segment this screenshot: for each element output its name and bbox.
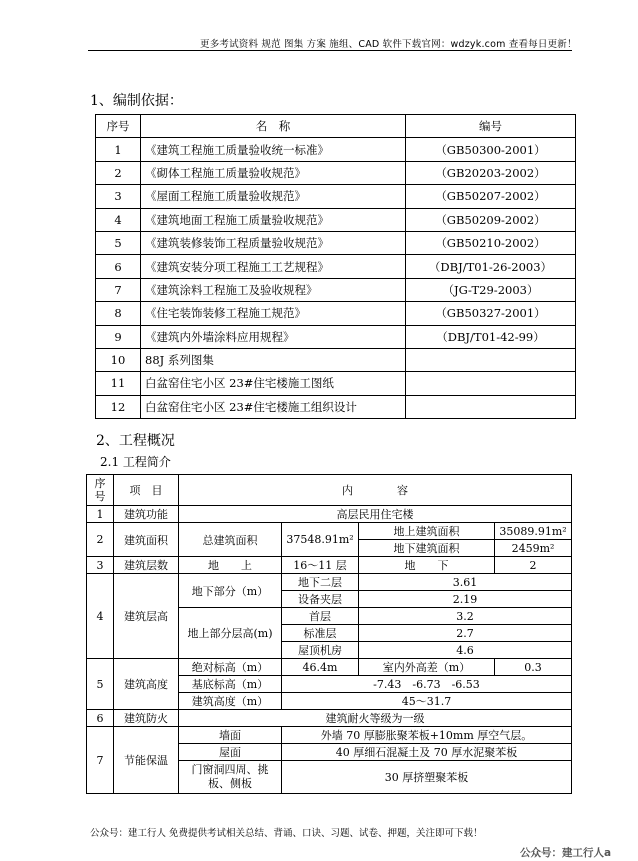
row-no: 5 — [96, 231, 141, 254]
cell-value: 30 厚挤塑聚苯板 — [282, 761, 572, 794]
row-name: 《屋面工程施工质量验收规范》 — [141, 185, 406, 208]
cell-label: 标准层 — [282, 625, 359, 642]
cell-label: 基底标高（m） — [179, 676, 282, 693]
cell-value: 2.7 — [359, 625, 572, 642]
cell-value: 46.4m — [282, 659, 359, 676]
cell-value: 0.3 — [495, 659, 572, 676]
cell-label: 建筑高度（m） — [179, 693, 282, 710]
row-no: 3 — [87, 557, 114, 574]
row-code: （DBJ/T01-42-99） — [406, 325, 576, 348]
row-no: 1 — [87, 506, 114, 523]
table-row — [87, 659, 572, 676]
row-name: 《建筑涂料工程施工及验收规程》 — [141, 278, 406, 301]
cell-label: 地下建筑面积 — [359, 540, 495, 557]
table-row — [96, 278, 576, 301]
row-name: 《建筑地面工程施工质量验收规范》 — [141, 208, 406, 231]
row-item: 建筑高度 — [114, 659, 179, 710]
col-header: 序号 — [87, 475, 114, 506]
cell-value: 35089.91m² — [495, 523, 572, 540]
row-code: （GB50327-2001） — [406, 302, 576, 325]
row-item: 建筑防火 — [114, 710, 179, 727]
cell-value: 16～11 层 — [282, 557, 359, 574]
row-no: 4 — [87, 574, 114, 659]
row-content: 建筑耐火等级为一级 — [179, 710, 572, 727]
cell-label: 地 下 — [359, 557, 495, 574]
header-divider — [88, 50, 572, 51]
cell-label: 设备夹层 — [282, 591, 359, 608]
col-header: 编号 — [406, 115, 576, 138]
row-no: 12 — [96, 395, 141, 418]
table-row — [96, 161, 576, 184]
col-header: 内 容 — [179, 475, 572, 506]
cell-label: 屋面 — [179, 744, 282, 761]
table-header-row — [87, 475, 572, 506]
row-name: 白盆窑住宅小区 23#住宅楼施工图纸 — [141, 372, 406, 395]
table-row — [96, 231, 576, 254]
row-no: 6 — [96, 255, 141, 278]
cell-label: 地下二层 — [282, 574, 359, 591]
row-name: 88J 系列图集 — [141, 348, 406, 371]
table-row — [96, 302, 576, 325]
cell-label: 地上建筑面积 — [359, 523, 495, 540]
row-code: （GB50210-2002） — [406, 231, 576, 254]
row-code: （DBJ/T01-26-2003） — [406, 255, 576, 278]
cell-value: 37548.91m² — [282, 523, 359, 557]
table-row — [87, 574, 572, 591]
row-no: 6 — [87, 710, 114, 727]
cell-value: 3.61 — [359, 574, 572, 591]
table-header-row — [96, 115, 576, 138]
cell-label: 门窗洞四周、挑板、侧板 — [179, 761, 282, 794]
row-no: 10 — [96, 348, 141, 371]
row-code: （GB50300-2001） — [406, 138, 576, 161]
cell-value: 2 — [495, 557, 572, 574]
cell-label: 首层 — [282, 608, 359, 625]
table-row — [87, 710, 572, 727]
row-no: 7 — [96, 278, 141, 301]
table-row — [87, 506, 572, 523]
cell-label: 地下部分（m） — [179, 574, 282, 608]
table-row — [96, 255, 576, 278]
row-content: 高层民用住宅楼 — [179, 506, 572, 523]
footer-note: 公众号：建工行人 免费提供考试相关总结、背诵、口诀、习题、试卷、押题，关注即可下载！ — [90, 828, 483, 839]
cell-label: 绝对标高（m） — [179, 659, 282, 676]
row-no: 9 — [96, 325, 141, 348]
cell-label: 墙面 — [179, 727, 282, 744]
row-item: 建筑层数 — [114, 557, 179, 574]
col-header: 项 目 — [114, 475, 179, 506]
row-code — [406, 348, 576, 371]
row-code: （JG-T29-2003） — [406, 278, 576, 301]
row-no: 1 — [96, 138, 141, 161]
cell-value: 45～31.7 — [282, 693, 572, 710]
row-no: 4 — [96, 208, 141, 231]
cell-label: 屋顶机房 — [282, 642, 359, 659]
row-code: （GB50209-2002） — [406, 208, 576, 231]
row-name: 《建筑装修装饰工程质量验收规范》 — [141, 231, 406, 254]
reference-table — [95, 114, 576, 419]
row-name: 《建筑内外墙涂料应用规程》 — [141, 325, 406, 348]
row-no: 8 — [96, 302, 141, 325]
row-name: 《砌体工程施工质量验收规范》 — [141, 161, 406, 184]
cell-value: 3.2 — [359, 608, 572, 625]
cell-value: 2.19 — [359, 591, 572, 608]
row-name: 《建筑工程施工质量验收统一标准》 — [141, 138, 406, 161]
row-code: （GB50207-2002） — [406, 185, 576, 208]
watermark: 公众号：建工行人a — [520, 847, 612, 859]
cell-value: 4.6 — [359, 642, 572, 659]
row-item: 建筑层高 — [114, 574, 179, 659]
table-row — [87, 727, 572, 744]
row-item: 建筑功能 — [114, 506, 179, 523]
row-code — [406, 395, 576, 418]
table-row — [87, 523, 572, 540]
table-row — [96, 395, 576, 418]
row-code — [406, 372, 576, 395]
row-no: 5 — [87, 659, 114, 710]
col-header: 名 称 — [141, 115, 406, 138]
cell-label: 地 上 — [179, 557, 282, 574]
table-row — [87, 557, 572, 574]
row-no: 2 — [87, 523, 114, 557]
row-no: 11 — [96, 372, 141, 395]
cell-value: 2459m² — [495, 540, 572, 557]
row-name: 白盆窑住宅小区 23#住宅楼施工组织设计 — [141, 395, 406, 418]
cell-value: 40 厚细石混凝土及 70 厚水泥聚苯板 — [282, 744, 572, 761]
cell-label: 室内外高差（m） — [359, 659, 495, 676]
row-item: 建筑面积 — [114, 523, 179, 557]
table-row — [96, 348, 576, 371]
row-no: 2 — [96, 161, 141, 184]
section2-title: 2、工程概况 — [96, 433, 175, 449]
row-code: （GB20203-2002） — [406, 161, 576, 184]
row-item: 节能保温 — [114, 727, 179, 794]
cell-value: 外墙 70 厚膨胀聚苯板+10mm 厚空气层。 — [282, 727, 572, 744]
table-row — [96, 208, 576, 231]
cell-label: 总建筑面积 — [179, 523, 282, 557]
row-no: 7 — [87, 727, 114, 794]
header-note: 更多考试资料 规范 图集 方案 施组、CAD 软件下载官网：wdzyk.com 查看每日更新！ — [200, 39, 577, 50]
row-name: 《建筑安装分项工程施工工艺规程》 — [141, 255, 406, 278]
section2-subtitle: 2.1 工程简介 — [100, 455, 171, 469]
row-name: 《住宅装饰装修工程施工规范》 — [141, 302, 406, 325]
section1-title: 1、编制依据： — [90, 93, 183, 109]
table-row — [96, 372, 576, 395]
table-row — [96, 185, 576, 208]
table-row — [96, 325, 576, 348]
row-no: 3 — [96, 185, 141, 208]
project-overview-table — [86, 474, 572, 794]
cell-value: -7.43 -6.73 -6.53 — [282, 676, 572, 693]
table-row — [96, 138, 576, 161]
cell-label: 地上部分层高(m) — [179, 608, 282, 659]
col-header: 序号 — [96, 115, 141, 138]
